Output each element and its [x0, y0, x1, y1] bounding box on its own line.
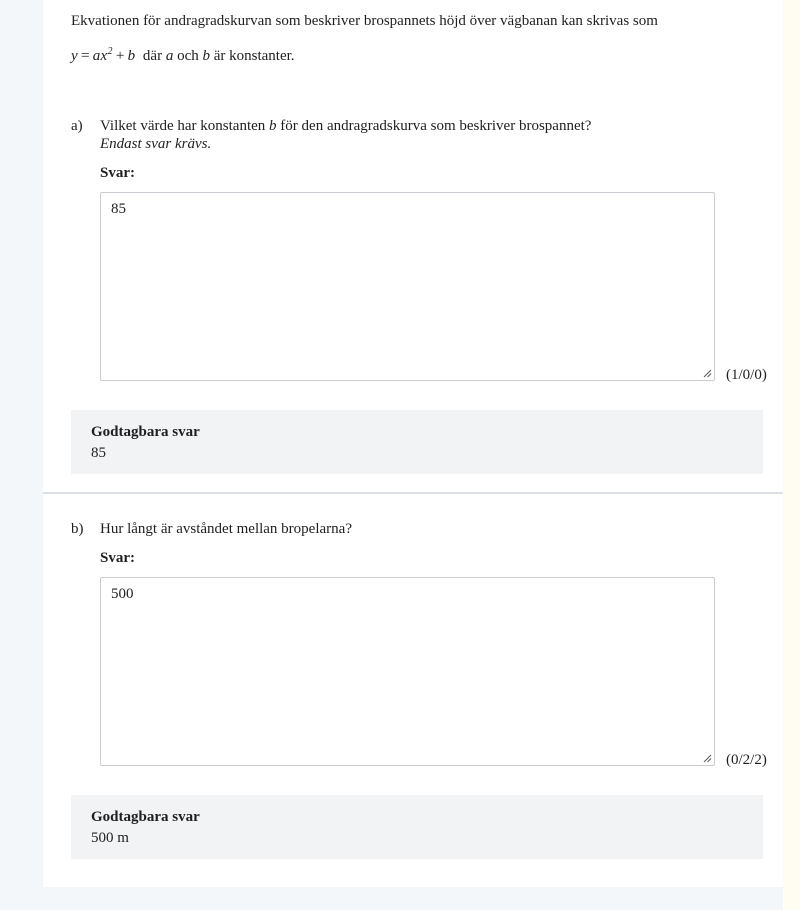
question-card — [43, 0, 783, 887]
question-a-text-before: Vilket värde har konstanten — [100, 118, 266, 134]
question-a-accepted-value: 85 — [91, 445, 106, 461]
question-b-answer-value: 500 — [111, 586, 134, 602]
question-a-text — [100, 116, 591, 136]
eq-plus: + — [115, 48, 125, 64]
where-var-b: b — [202, 48, 210, 64]
where-text-3: är konstanter. — [213, 48, 295, 64]
resize-grip-icon[interactable] — [702, 753, 712, 763]
question-a-marker: a) — [71, 118, 83, 134]
question-a-answer-field[interactable] — [100, 192, 715, 381]
question-b-text: Hur långt är avståndet mellan bropelarna? — [100, 521, 352, 537]
where-text-2: och — [177, 48, 199, 64]
eq-x: x — [100, 48, 108, 64]
question-a-note: Endast svar krävs. — [100, 136, 212, 152]
question-a-answer-label: Svar: — [100, 165, 135, 181]
eq-y: y — [71, 48, 78, 64]
question-b-accepted-title: Godtagbara svar — [91, 809, 200, 825]
where-text-1: där — [142, 48, 163, 64]
section-divider — [43, 492, 783, 494]
question-b-answer-label: Svar: — [100, 550, 135, 566]
right-edge-strip — [783, 0, 800, 910]
question-a-answer-value: 85 — [111, 201, 126, 217]
where-var-a: a — [165, 48, 174, 64]
eq-equals: = — [80, 48, 90, 64]
question-a-points: (1/0/0) — [726, 367, 767, 383]
equation — [71, 48, 135, 64]
question-b-accepted-value: 500 m — [91, 830, 129, 846]
question-b-points: (0/2/2) — [726, 752, 767, 768]
question-b-accepted-answers — [71, 795, 763, 859]
question-b-answer-field[interactable] — [100, 577, 715, 766]
question-a-accepted-title: Godtagbara svar — [91, 424, 200, 440]
question-a-text-after: för den andragradskurva som beskriver brospannet? — [280, 118, 592, 134]
question-a-accepted-answers — [71, 410, 763, 474]
resize-grip-icon[interactable] — [702, 368, 712, 378]
question-b-marker: b) — [71, 521, 84, 537]
formula-line — [71, 46, 295, 66]
eq-a: a — [92, 48, 101, 64]
eq-b: b — [127, 48, 136, 64]
intro-text: Ekvationen för andragradskurvan som beskriver brospannets höjd över vägbanan kan skrivas som — [71, 13, 658, 29]
eq-exponent: 2 — [107, 46, 113, 57]
question-a-var: b — [269, 118, 277, 134]
